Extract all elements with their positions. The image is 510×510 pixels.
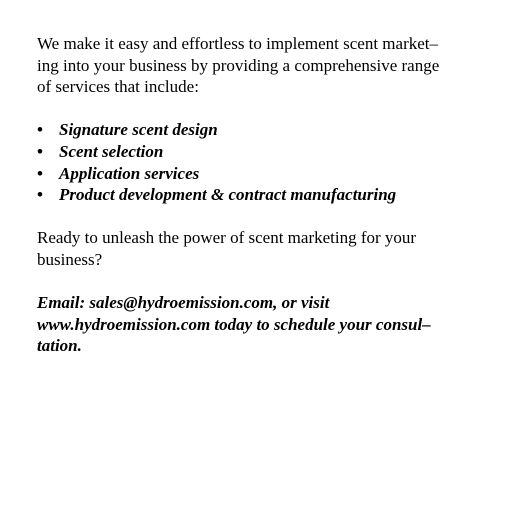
paragraph-spacer [37,271,497,293]
bullet-icon: • [37,120,43,140]
contact-line-2: www.hydroemission.com today to schedule your consul– [37,314,431,334]
intro-line-2: ing into your business by providing a comprehensive range [37,55,440,75]
list-item [37,184,497,206]
service-label: Application services [59,163,200,183]
contact-line-3: tation. [37,336,82,356]
question-line-2: business? [37,249,103,269]
intro-line-3: of services that include: [37,77,199,97]
paragraph-spacer [37,206,497,228]
question-paragraph [37,227,497,270]
list-item [37,141,497,163]
service-label: Signature scent design [59,120,218,140]
bullet-icon: • [37,163,43,183]
intro-paragraph [37,33,497,98]
intro-line-1: We make it easy and effortless to implement scent market– [37,34,438,53]
paragraph-spacer [37,98,497,120]
service-label: Product development & contract manufacturing [59,185,397,205]
question-line-1: Ready to unleash the power of scent marketing for your [37,228,417,248]
contact-line-1: Email: sales@hydroemission.com, or visit [37,293,330,313]
list-item [37,119,497,141]
bullet-icon: • [37,185,43,205]
services-list [37,119,497,205]
document-body [37,33,497,357]
contact-paragraph [37,292,497,357]
list-item [37,163,497,185]
bullet-icon: • [37,141,43,161]
service-label: Scent selection [59,141,164,161]
